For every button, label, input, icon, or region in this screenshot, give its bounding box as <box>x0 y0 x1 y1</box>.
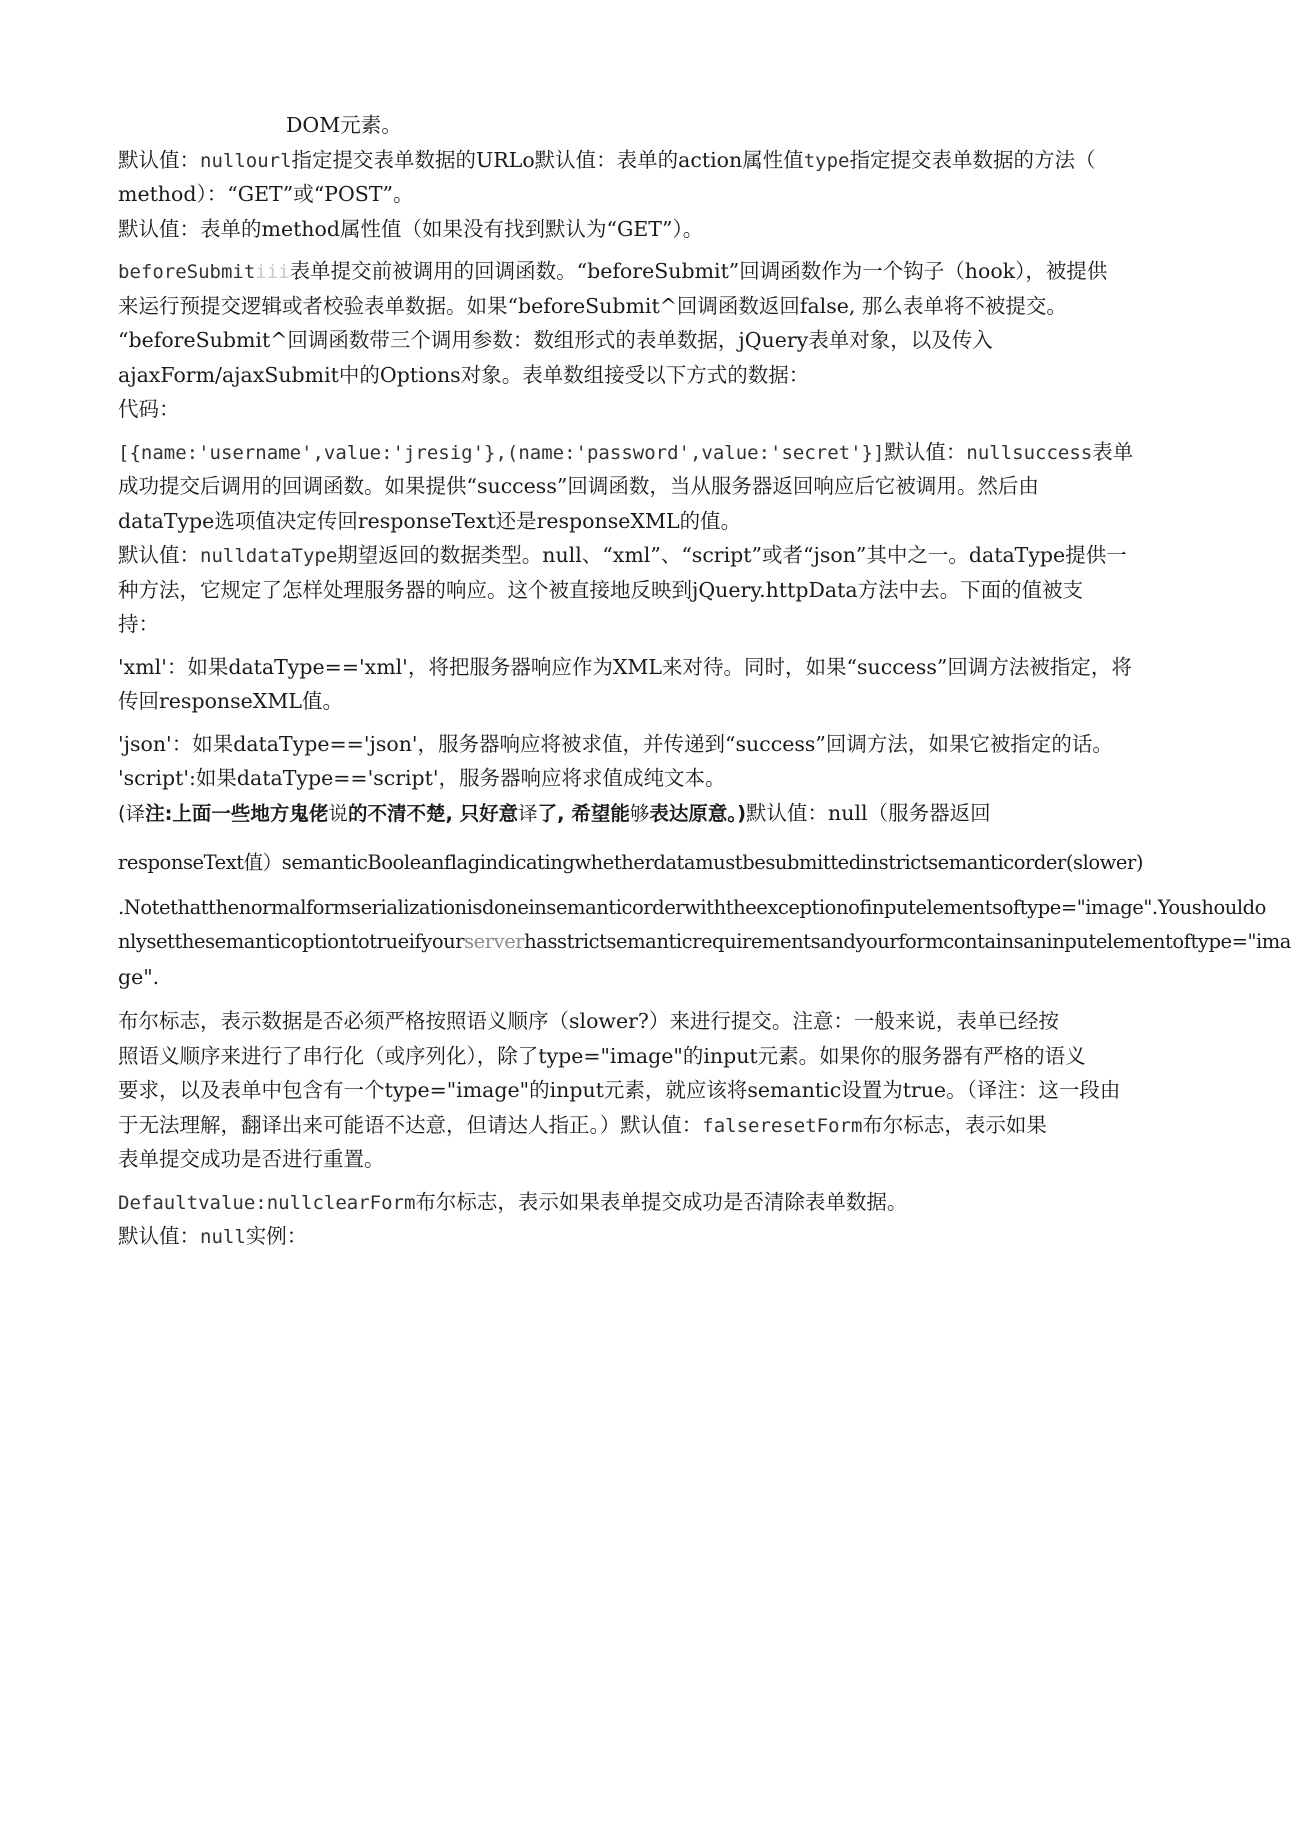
text-run: 照语义顺序来进行了串行化（或序列化），除了type="image"的input元素。如果你的服务器有严格的语义 <box>118 1043 1086 1068</box>
text-line <box>118 108 1186 143</box>
text-run: responseText值）semanticBooleanflagindicatingwhetherdatamustbesubmittedinstrictsemanticorder(slower) <box>118 851 1144 874</box>
text-run: 要求，以及表单中包含有一个type="image"的input元素，就应该将semantic设置为true。（译注：这一段由 <box>118 1078 1121 1102</box>
text-line <box>118 254 1186 289</box>
text-run: 'json'：如果dataType=='json'，服务器响应将被求值，并传递到“success”回调方法，如果它被指定的话。 <box>118 731 1113 756</box>
text-run: 表单提交成功是否进行重置。 <box>118 1147 385 1171</box>
text-run: 来运行预提交逻辑或者校验表单数据。如果“beforeSubmit^回调函数返回false, 那么表单将不被提交。 <box>118 293 1067 318</box>
text-run: 于无法理解，翻译出来可能语不达意，但请达人指正。）默认值： <box>118 1112 703 1137</box>
text-run: 种方法，它规定了怎样处理服务器的响应。这个被直接地反映到jQuery.httpData方法中去。下面的值被支 <box>118 577 1084 602</box>
text-line <box>118 212 1186 247</box>
text-run: 代码： <box>118 397 180 421</box>
code-run: nullourl <box>200 149 292 172</box>
code-run: falseresetForm <box>702 1114 863 1137</box>
text-run: dataType选项值决定传回responseText还是responseXML的值。 <box>118 508 742 533</box>
note-run-bold: 了, 希望能 <box>537 801 630 825</box>
text-line <box>118 177 1186 212</box>
text-line <box>118 392 1186 427</box>
document-body <box>118 108 1291 1254</box>
text-run: 默认值：null（服务器返回 <box>746 800 991 825</box>
text-run: nlysetthesemanticoptiontotrueifyour <box>118 930 465 953</box>
text-run: 默认值： <box>118 147 200 172</box>
text-run: 默认值： <box>118 1224 200 1248</box>
text-line <box>118 1004 1186 1039</box>
text-run: .Notethatthenormalformserializationisdoneinsemanticorderwiththeexceptionofinputelementsoftype="image".Youshouldo <box>118 895 1266 919</box>
text-line <box>118 684 1186 719</box>
text-line <box>118 727 1186 762</box>
code-run: Defaultvalue:nullclearForm <box>118 1191 416 1214</box>
text-run: 持： <box>118 612 159 636</box>
text-run: 默认值： <box>884 439 967 464</box>
text-run: 期望返回的数据类型。null、“xml”、“script”或者“json”其中之一。dataType提供一 <box>337 543 1127 567</box>
text-line <box>118 1108 1186 1143</box>
note-run-bold: 的不清不楚, 只好意 <box>347 801 519 825</box>
text-line <box>118 504 1186 539</box>
text-run: “beforeSubmit^回调函数带三个调用参数：数组形式的表单数据，jQuery表单对象，以及传入 <box>118 328 993 352</box>
text-run: ge". <box>118 964 160 989</box>
text-run: 成功提交后调用的回调函数。如果提供“success”回调函数，当从服务器返回响应后它被调用。然后由 <box>118 474 1039 498</box>
text-run: 布尔标志，表示如果 <box>862 1112 1047 1137</box>
text-line <box>118 1185 1186 1220</box>
code-run: nullsuccess <box>966 441 1093 464</box>
text-line <box>118 761 1186 796</box>
text-run: 默认值： <box>118 543 200 567</box>
text-line <box>118 1039 1186 1074</box>
text-line <box>118 1073 1186 1108</box>
text-line <box>118 925 1291 960</box>
text-line <box>118 143 1186 178</box>
text-run: 表单 <box>1092 439 1134 464</box>
text-run: hasstrictsemanticrequirementsandyourformcontainsaninputelementoftype="ima <box>524 930 1291 953</box>
note-run: 够 <box>629 801 650 825</box>
text-run: 'xml'：如果dataType=='xml'，将把服务器响应作为XML来对待。同时，如果“success”回调方法被指定，将 <box>118 654 1132 679</box>
text-run: server <box>464 930 525 953</box>
text-run: method）：“GET”或“POST”。 <box>118 182 414 206</box>
text-run: 实例： <box>245 1224 308 1248</box>
text-line <box>118 289 1186 324</box>
text-line <box>118 1142 1186 1177</box>
text-line <box>118 323 1186 358</box>
text-run: 表单提交前被调用的回调函数。“beforeSubmit”回调函数作为一个钩子（hook），被提供 <box>289 259 1108 283</box>
text-line <box>118 538 1186 573</box>
text-run: 默认值：表单的method属性值（如果没有找到默认为“GET”）。 <box>118 216 704 241</box>
text-run: 布尔标志，表示如果表单提交成功是否清除表单数据。 <box>415 1189 908 1214</box>
text-line <box>118 891 1266 926</box>
text-run: ajaxForm/ajaxSubmit中的Options对象。表单数组接受以下方式的数据： <box>118 362 810 387</box>
text-line <box>118 607 1186 642</box>
text-line <box>118 1219 1186 1254</box>
text-run: 布尔标志，表示数据是否必须严格按照语义顺序（slower?）来进行提交。注意：一般来说，表单已经按 <box>118 1009 1059 1033</box>
text-run: 传回responseXML值。 <box>118 689 343 713</box>
text-run: 'script':如果dataType=='script'，服务器响应将求值成纯文本。 <box>118 766 726 790</box>
code-run: [{name:'username',value:'jresig'},(name:'password',value:'secret'}] <box>118 441 885 464</box>
text-line <box>118 573 1186 608</box>
note-run-bold: 注:上面一些地方鬼佬 <box>145 801 329 825</box>
note-run-bold: 表达原意。) <box>649 801 747 825</box>
text-line <box>118 846 1186 881</box>
text-run: 指定提交表单数据的方法（ <box>849 147 1096 172</box>
text-run: DOM元素。 <box>286 113 402 137</box>
text-line <box>118 960 1186 995</box>
note-run: (译 <box>118 801 146 825</box>
faint-run: iii <box>255 261 290 283</box>
note-run: 说 <box>328 801 348 825</box>
text-line <box>118 796 1186 831</box>
code-run: null <box>200 1226 246 1248</box>
note-run: 译 <box>518 801 538 825</box>
code-run: nulldataType <box>200 545 338 567</box>
text-run: 指定提交表单数据的URLo默认值：表单的action属性值 <box>291 147 804 172</box>
text-line <box>118 358 1186 393</box>
text-line <box>118 435 1186 470</box>
text-line <box>118 650 1186 685</box>
code-run: type <box>803 149 850 172</box>
text-line <box>118 469 1186 504</box>
code-run: beforeSubmit <box>118 261 256 283</box>
